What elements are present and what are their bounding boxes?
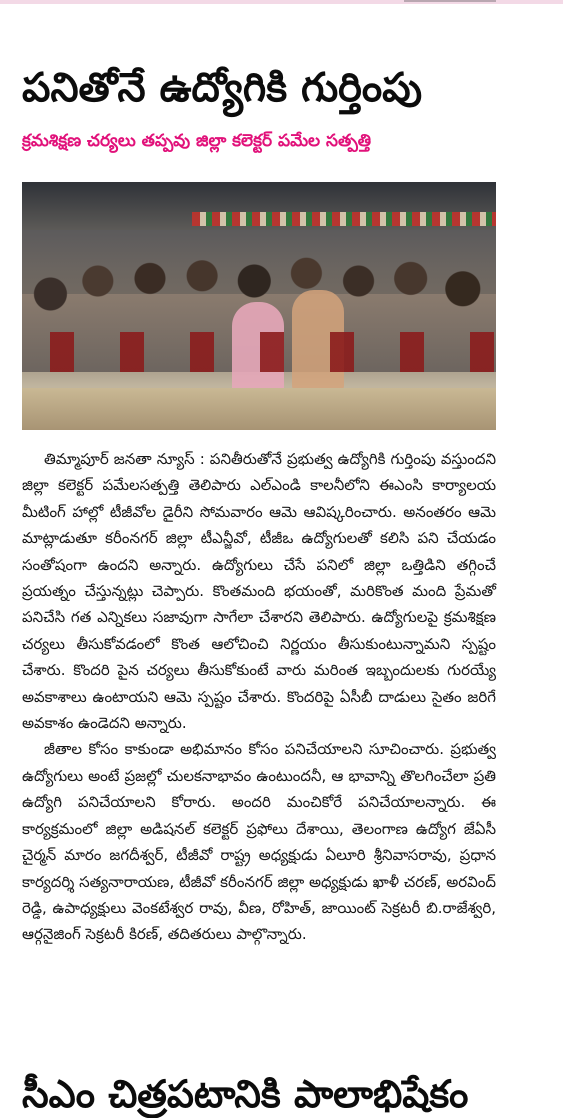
article-paragraph-1: తిమ్మాపూర్ జనతా న్యూస్ : పనితీరుతోనే ప్రభుత్వ ఉద్యోగికి గుర్తింపు వస్తుందని జిల్లా కలెక్టర్ పమేలసత్పత్తి తెలిపారు ఎల్ఎండి కాలనీలోని ఈఎంసి కార్యాలయ మీటింగ్ హాల్లో టీజీవోల డైరీని సోమవారం ఆమె ఆవిష్కరించారు. అనంతరం ఆమె మాట్లాడుతూ కరీంనగర్ జిల్లా టీఎన్జీవో, టీజీఒ ఉద్యోగులతో కలిసి పని చేయడం సంతోషంగా ఉందని అన్నారు. ఉద్యోగులు చేసే పనిలో జిల్లా ఒత్తిడిని తగ్గించే ప్రయత్నం చేస్తున్నట్లు చెప్పారు. కొంతమంది భయంతో, మరికొంత మంది ప్రేమతో పనిచేసి గత ఎన్నికలు సజావుగా సాగేలా చేశారని తెలిపారు. ఉద్యోగులపై క్రమశిక్షణ చర్యలు తీసుకోవడంలో కొంత ఆలోచించి నిర్ణయం తీసుకుంటున్నామని స్పష్టం చేశారు. కొందరి పైన చర్యలు తీసుకోకుంటే వారు మరింత ఇబ్బందులకు గురయ్యే అవకాశాలు ఉంటాయని ఆమె స్పష్టం చేశారు. కొందరిపై ఏసీబీ దాడులు సైతం జరిగే అవకాశం ఉండెదని అన్నారు.: [22, 450, 496, 733]
top-rule-accent: [404, 0, 496, 2]
article-body: [22, 446, 496, 948]
headline: పనితోనే ఉద్యోగికి గుర్తింపు: [22, 65, 423, 111]
article-paragraph-2: జీతాల కోసం కాకుండా అభిమానం కోసం పనిచేయాలని సూచించారు. ప్రభుత్వ ఉద్యోగులు అంటే ప్రజల్లో చులకనాభావం ఉంటుందనీ, ఆ భావాన్ని తొలగించేలా ప్రతి ఉద్యోగి పనిచేయాలని కోరారు. అందరి మంచికోరే పనిచేయాలన్నారు. ఈ కార్యక్రమంలో జిల్లా అడిషనల్ కలెక్టర్ ప్రఫోలు దేశాయి, తెలంగాణ ఉద్యోగ జేఏసీ చైర్మన్ మారం జగదీశ్వర్, టీజీవో రాష్ట్ర అధ్యక్షుడు ఏలూరి శ్రీనివాసరావు, ప్రధాన కార్యదర్శి సత్యనారాయణ, టీజీవో కరీంనగర్ జిల్లా అధ్యక్షుడు ఖాళీ చరణ్, అరవింద్ రెడ్డి, ఉపాధ్యక్షులు వెంకటేశ్వర రావు, వీణ, రోహిత్, జాయింట్ సెక్రటరీ బి.రాజేశ్వరి, ఆర్గనైజింగ్ సెక్రటరీ కిరణ్, తదితరులు పాల్గొన్నారు.: [22, 740, 496, 944]
news-photo: [22, 182, 496, 430]
photo-garland: [192, 212, 496, 226]
subheadline: క్రమశిక్షణ చర్యలు తప్పవు జిల్లా కలెక్టర్ పమేల సత్పత్తి: [22, 131, 372, 151]
next-article-headline: సీఎం చిత్రపటానికి పాలాభిషేకం: [22, 1072, 469, 1116]
photo-diaries: [22, 332, 496, 372]
photo-table: [22, 388, 496, 430]
